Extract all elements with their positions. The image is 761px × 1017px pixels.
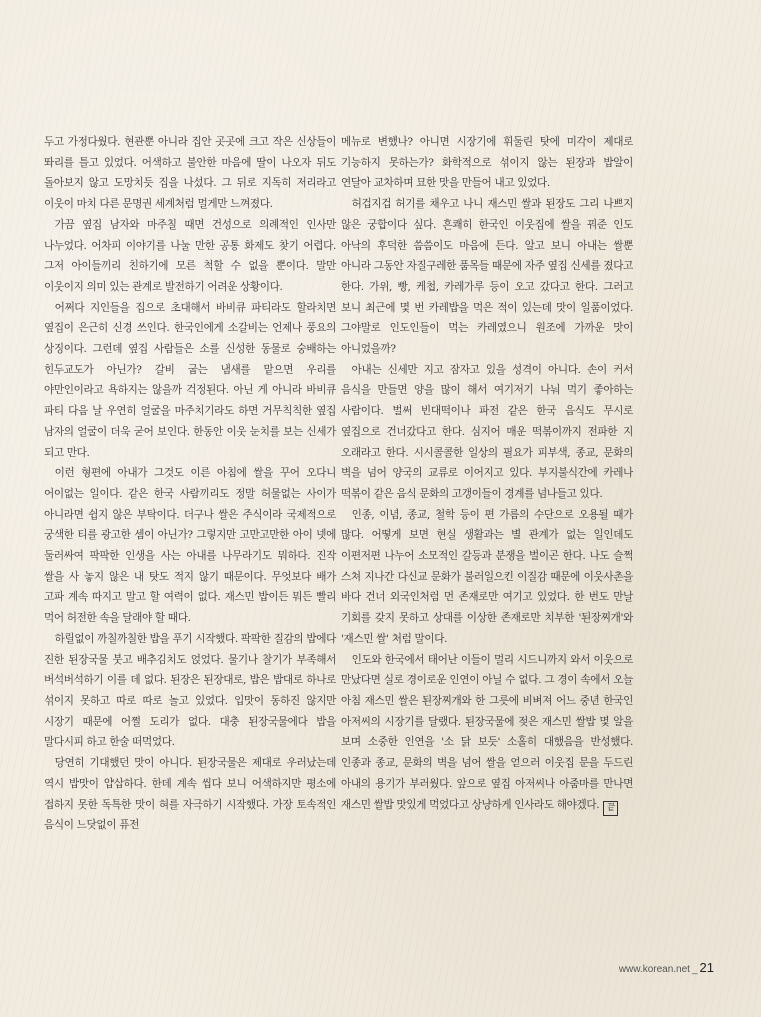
footer-website: www.korean.net: [618, 964, 690, 975]
footer-separator: _: [691, 964, 698, 975]
paragraph: 이런 형편에 아내가 그것도 이른 아침에 쌀을 꾸어 오다니 어이없는 일이다. 같은 한국 사람끼리도 정말 허물없는 사이가 아니라면 쉽지 않은 부탁이다. 더구나 쌀은 주식이라 국제적으로 궁색한 티를 광고한 셈이 아닌가? 그렇지만 고만고만한 아이 넷에 둘러싸여 팍팍한 인생을 사는 아내를 나무라기도 뭐하다. 진작 쌀을 사 놓지 않은 내 탓도 적지 않기 때문이다. 무엇보다 배가 고파 계속 따지고 말고 할 여력이 없다. 재스민 밥이든 뭐든 빨리 먹어 허전한 속을 달래야 할 때다.: [44, 467, 336, 625]
paragraph: 가끔 옆집 남자와 마주칠 때면 건성으로 의례적인 인사만 나누었다. 어차피 이야기를 나눌 만한 공통 화제도 찾기 어렵다. 그저 아이들끼리 친하기에 모른 척할 수 없을 뿐이다. 말만 이웃이지 의미 있는 관계로 발전하기 어려운 상황이다.: [44, 218, 336, 293]
page-footer: [619, 960, 714, 975]
paragraph: 하릴없이 까칠까칠한 밥을 푸기 시작했다. 팍팍한 질감의 밥에다 진한 된장국물 붓고 배추김치도 얹었다. 물기나 찰기가 부족해서 버석버석하기 이를 데 없다. 된장은 된장대로, 밥은 밥대로 하나로 섞이지 못하고 따로 따로 놀고 있었다. 입맛이 동하진 않지만 시장기 때문에 어쩔 도리가 없다. 대충 된장국물에다 밥을 말다시피 하고 한술 떠먹었다.: [44, 632, 336, 749]
paragraph: 허겁지겁 허기를 채우고 나니 재스민 쌀과 된장도 그리 나쁘지 않은 궁합이다 싶다. 흔쾌히 한국인 이웃집에 쌀을 꿔준 인도 아낙의 후덕한 씀씀이도 마음에 든다. 알고 보니 아내는 쌀뿐 아니라 그동안 자질구레한 품목들 때문에 자주 옆집 신세를 졌다고 한다. 가위, 빵, 케첩, 카레가루 등이 오고 갔다고 한다. 그러고 보니 최근에 몇 번 카레밥을 먹은 적이 있는데 맛이 일품이었다. 그야말로 인도인들이 먹는 카레였으니 원조에 가까운 맛이 아니었을까?: [341, 198, 633, 356]
paragraph: 메뉴로 변했나? 아니면 시장기에 휘둘린 탓에 미각이 제대로 기능하지 못하는가? 화학적으로 섞이지 않는 된장과 밥알이 연달아 교차하며 묘한 맛을 만들어 내고 있었다.: [341, 136, 633, 190]
paragraph: 당연히 기대했던 맛이 아니다. 된장국물은 제대로 우러났는데 역시 밥맛이 얍삽하다. 한데 계속 씹다 보니 어색하지만 평소에 접하지 못한 독특한 맛이 혀를 자극하기 시작했다. 가장 토속적인 음식이 느닷없이 퓨전: [44, 757, 336, 832]
page-number: 21: [699, 960, 714, 975]
paragraph-final: [341, 650, 633, 816]
article-right-column: [341, 132, 633, 816]
paragraph: 두고 가정다웠다. 현관뿐 아니라 집안 곳곳에 크고 작은 신상들이 똬리를 틀고 있었다. 어색하고 불안한 마음에 딸이 나오자 뒤도 돌아보지 않고 도망치듯 집을 나섰다. 그 뒤로 지독히 저리라고 이웃이 마치 다른 문명권 세계처럼 멀게만 느껴졌다.: [44, 136, 336, 211]
paragraph: 아내는 신세만 지고 잠자고 있을 성격이 아니다. 손이 커서 음식을 만들면 양을 많이 해서 여기저기 나눠 먹기 좋아하는 사람이다. 벌써 빈대떡이나 파전 같은 한국 음식도 무시로 옆집으로 건너갔다고 한다. 심지어 매운 떡볶이까지 전파한 지 오래라고 한다. 시시콜콜한 일상의 필요가 피부색, 종교, 문화의 벽을 넘어 양국의 교류로 이어지고 있다. 부지불식간에 카레나 떡볶이 같은 음식 문화의 고갱이들이 경계를 넘나들고 있다.: [341, 363, 633, 500]
paragraph: 인종, 이념, 종교, 철학 등이 편 가름의 수단으로 오용될 때가 많다. 어떻게 보면 현실 생활과는 별 관계가 없는 일인데도 이편저편 나누어 소모적인 갈등과 분쟁을 벌이곤 한다. 나도 슬쩍 스쳐 지나간 다신교 문화가 불러일으킨 이질감 때문에 이웃사촌을 바다 건너 외국인처럼 먼 존재로만 여기고 있었다. 한 번도 만날 기회를 갖지 못하고 상대를 이상한 존재로만 치부한 '된장찌개'와 '재스민 쌀' 처럼 말이다.: [341, 508, 633, 645]
paragraph: 어쩌다 지인들을 집으로 초대해서 바비큐 파티라도 할라치면 옆집이 은근히 신경 쓰인다. 한국인에게 소갈비는 언제나 풍요의 상징이다. 그런데 옆집 사람들은 소를 신성한 동물로 숭배하는 힌두교도가 아닌가? 갈비 굽는 냄새를 맡으면 우리를 야만인이라고 욕하지는 않을까 걱정된다. 아닌 게 아니라 바비큐 파티 다음 날 우연히 얼굴을 마주치기라도 하면 거무칙칙한 옆집 남자의 얼굴이 더욱 굳어 보인다. 한동안 이웃 눈치를 보는 신세가 되고 만다.: [44, 301, 336, 459]
article-left-column: [44, 132, 336, 836]
paragraph-text: 인도와 한국에서 태어난 이들이 멀리 시드니까지 와서 이웃으로 만났다면 실로 경이로운 인연이 아닐 수 없다. 그 경이 속에서 오늘 아침 재스민 쌀은 된장찌개와 한 그릇에 비벼져 어느 중년 한국인 아저씨의 시장기를 달랬다. 된장국물에 젖은 재스민 쌀밥 몇 알을 보며 소중한 인연을 '소 닭 보듯' 소홀히 대했음을 반성했다. 인종과 종교, 문화의 벽을 넘어 쌀을 얻으러 이웃집 문을 두드린 아내의 용기가 부러웠다. 앞으로 옆집 아저씨나 아줌마를 만나면 재스민 쌀밥 맛있게 먹었다고 상냥하게 인사라도 해야겠다.: [341, 653, 633, 811]
end-mark-icon: 끝: [603, 801, 618, 816]
